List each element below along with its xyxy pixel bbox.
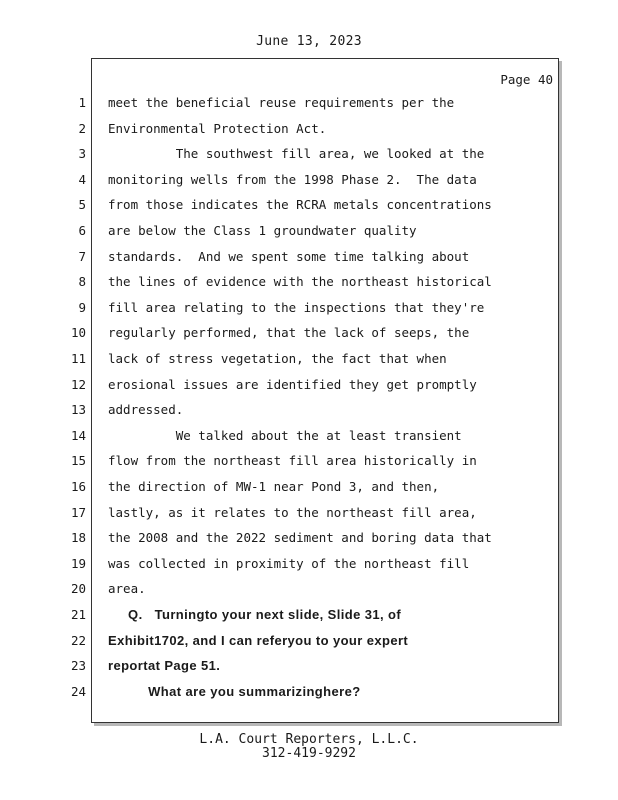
line-text: reportat Page 51. [108, 658, 221, 674]
line-text: erosional issues are identified they get promptly [108, 376, 477, 392]
line-number: 6 [78, 223, 86, 238]
line-text: area. [108, 581, 146, 597]
line-text: the lines of evidence with the northeast historical [108, 274, 492, 290]
line-number: 21 [70, 607, 86, 622]
footer-company: L.A. Court Reporters, L.L.C. [199, 732, 419, 747]
line-number: 11 [70, 351, 86, 366]
line-text: addressed. [108, 402, 184, 418]
line-text: fill area relating to the inspections that they're [108, 299, 485, 315]
line-number: 8 [78, 274, 86, 290]
line-text: Exhibit1702, and I can referyou to your expert [108, 632, 409, 648]
line-number: 9 [78, 299, 86, 315]
transcript-page [91, 58, 559, 723]
line-number: 3 [78, 146, 86, 162]
line-text: Q. Turningto your next slide, Slide 31, of [108, 607, 402, 622]
line-number: 5 [78, 197, 86, 213]
line-text: regularly performed, that the lack of seeps, the [108, 325, 470, 341]
line-text: was collected in proximity of the northeast fill [108, 555, 470, 571]
line-text: lastly, as it relates to the northeast fill area, [108, 504, 477, 520]
page-number: Page 40 [500, 72, 553, 87]
line-text: The southwest fill area, we looked at the [108, 146, 485, 162]
footer-phone: 312-419-9292 [262, 746, 356, 761]
line-number: 16 [70, 479, 86, 494]
line-number: 13 [70, 402, 86, 418]
line-number: 19 [70, 555, 86, 571]
header-date: June 13, 2023 [256, 34, 362, 49]
line-number: 1 [78, 95, 86, 110]
line-text: flow from the northeast fill area historically in [108, 453, 477, 469]
line-text: from those indicates the RCRA metals concentrations [108, 197, 492, 213]
line-number: 20 [70, 581, 86, 597]
line-number: 4 [78, 171, 86, 187]
line-text: standards. And we spent some time talking about [108, 248, 470, 264]
line-number: 17 [70, 504, 86, 520]
line-text: the direction of MW-1 near Pond 3, and then, [108, 479, 440, 494]
line-number: 15 [70, 453, 86, 469]
line-text: are below the Class 1 groundwater quality [108, 223, 417, 238]
line-text: We talked about the at least transient [108, 427, 462, 443]
line-text: the 2008 and the 2022 sediment and boring data that [108, 530, 492, 546]
line-text: monitoring wells from the 1998 Phase 2. The data [108, 171, 477, 187]
line-number: 24 [70, 683, 86, 699]
line-number: 7 [78, 248, 86, 264]
line-number: 10 [70, 325, 86, 341]
line-text: What are you summarizinghere? [108, 683, 361, 699]
footer [0, 733, 618, 761]
line-text: Environmental Protection Act. [108, 120, 327, 136]
line-number: 2 [78, 120, 86, 136]
line-text: meet the beneficial reuse requirements per the [108, 95, 455, 110]
line-number: 22 [70, 632, 86, 648]
line-number: 14 [70, 427, 86, 443]
line-text: lack of stress vegetation, the fact that when [108, 351, 447, 366]
line-number: 18 [70, 530, 86, 546]
line-number: 23 [70, 658, 86, 674]
line-number: 12 [70, 376, 86, 392]
